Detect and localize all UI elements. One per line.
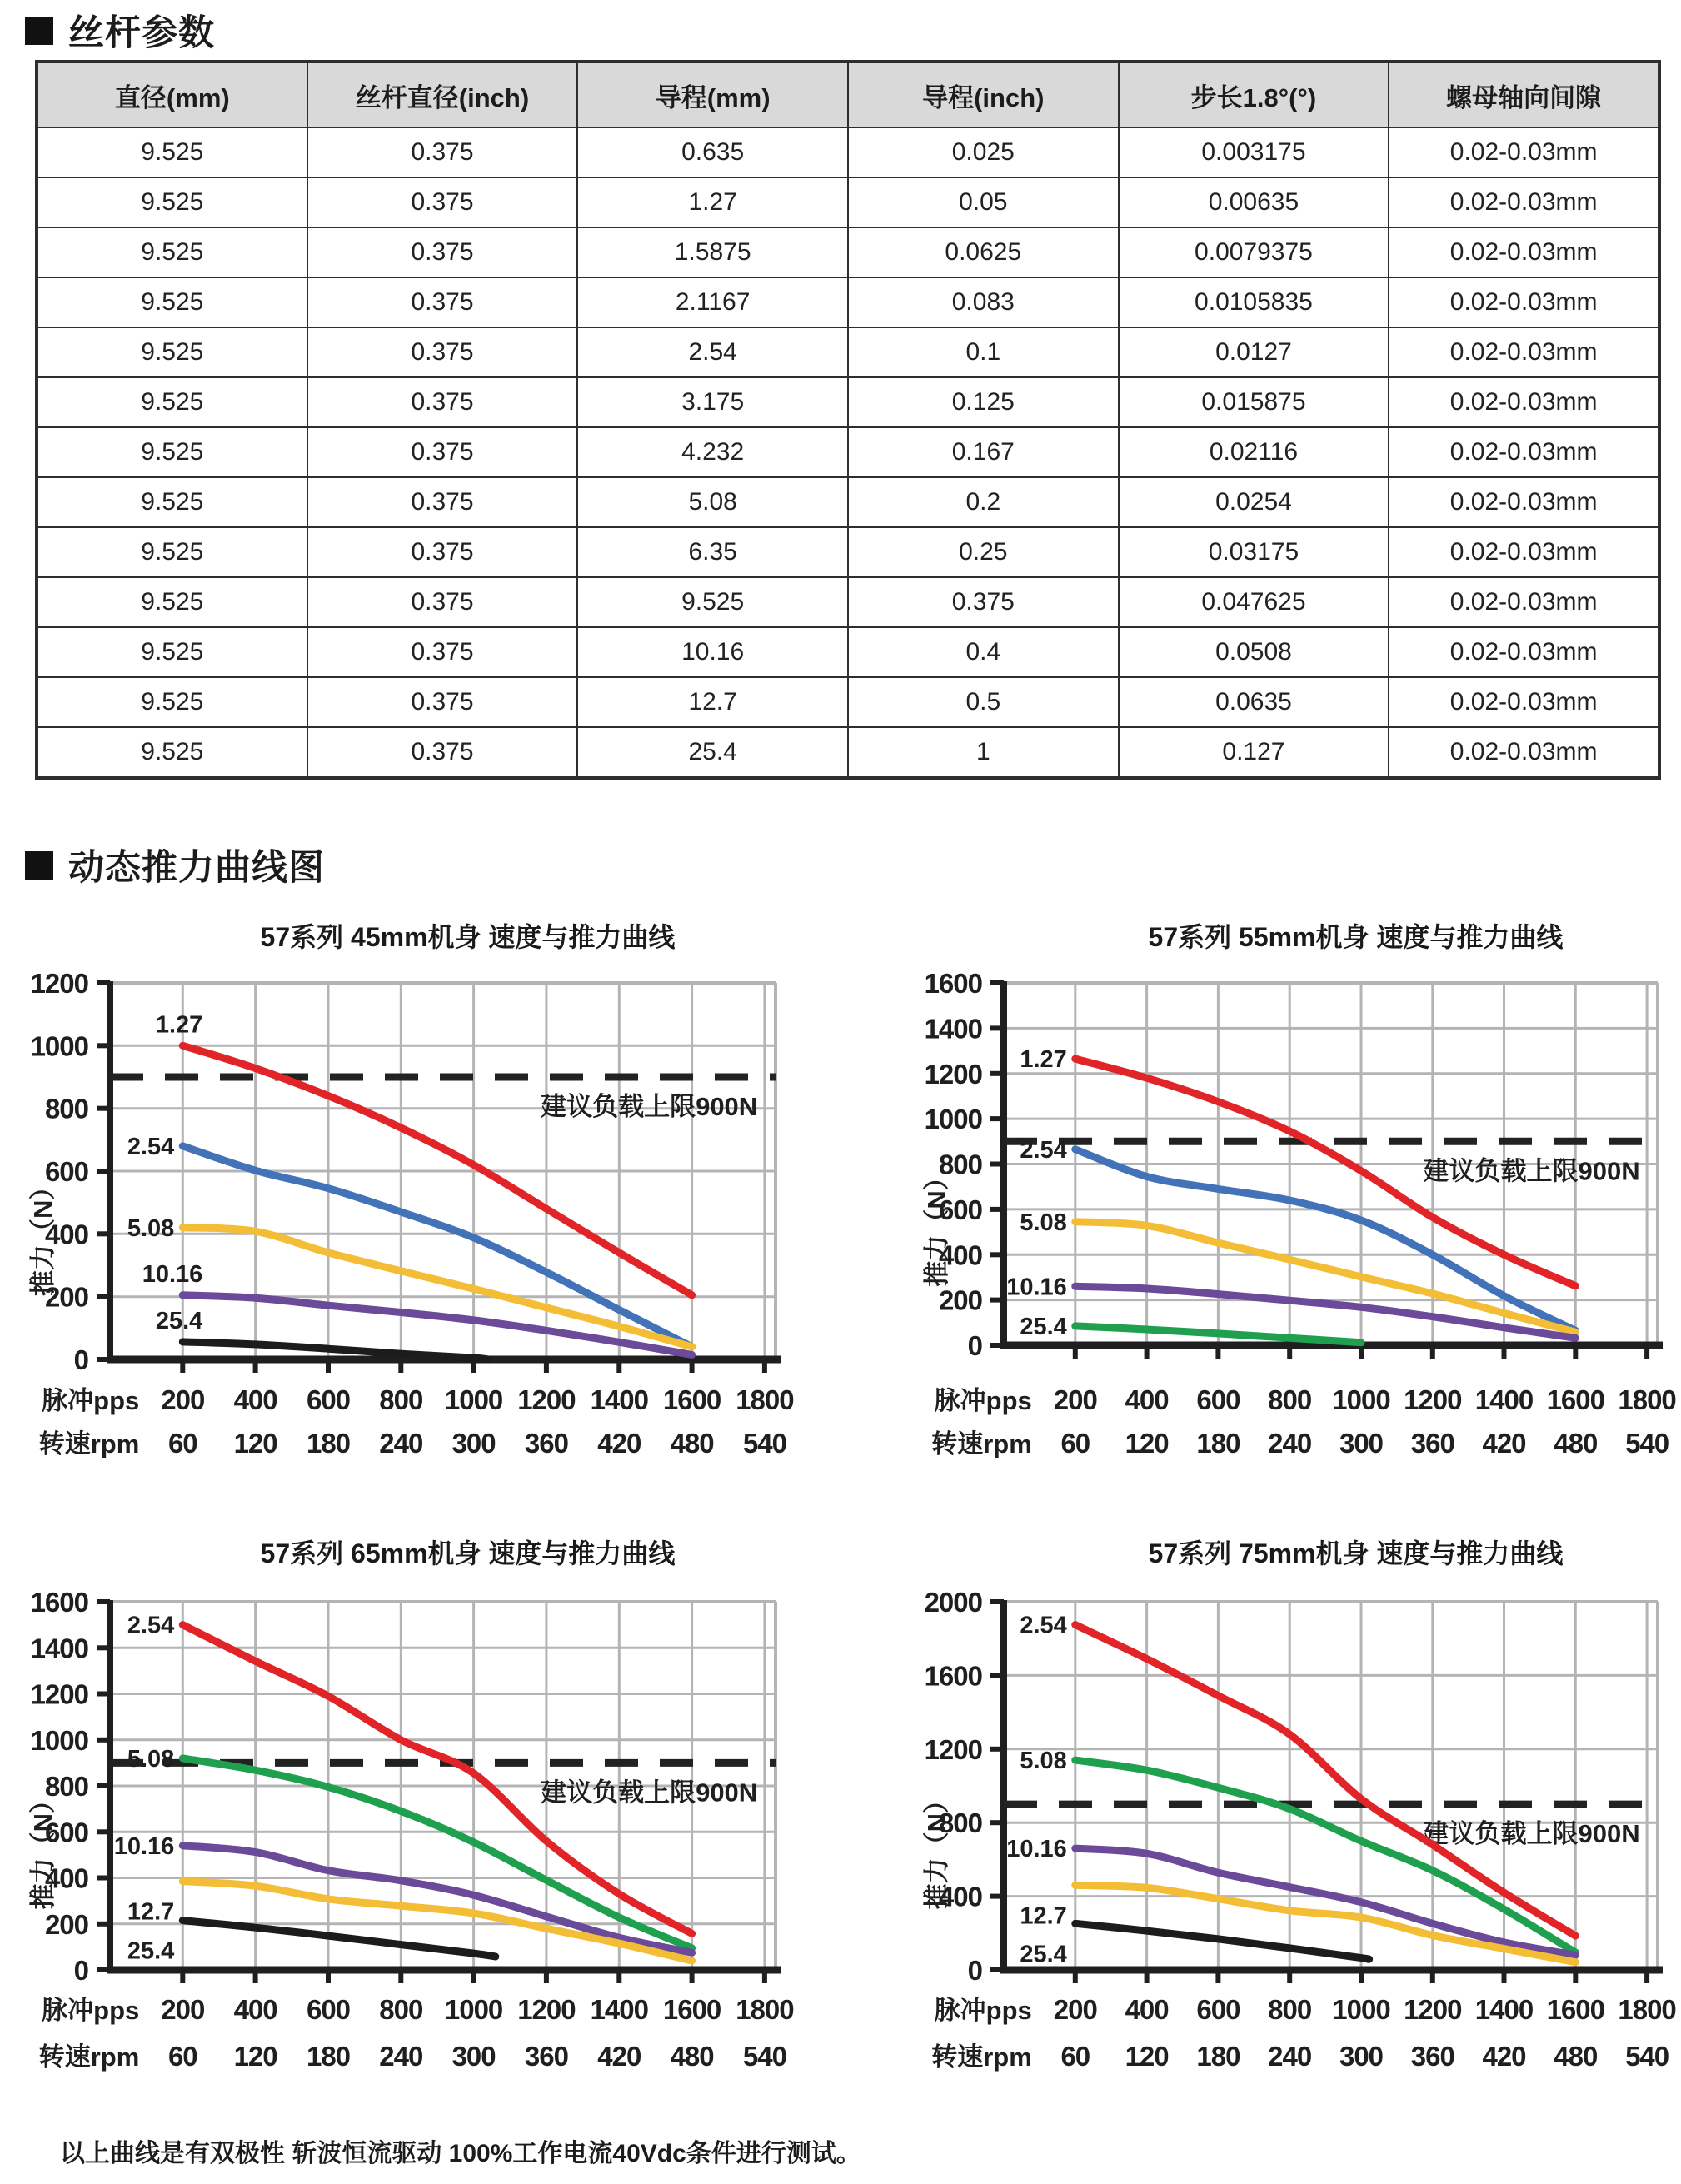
curve-lead-25.4: [182, 1921, 496, 1957]
x-tick-label-pps: 1200: [517, 1384, 576, 1415]
y-tick-label: 400: [44, 1219, 88, 1250]
x-axis-rpm-label: 转速rpm: [931, 2042, 1032, 2072]
table-cell: 0.125: [848, 377, 1119, 427]
curve-label-2.54: 2.54: [127, 1612, 175, 1639]
section-bullet-icon: [25, 17, 53, 45]
x-tick-label-pps: 1600: [662, 1994, 721, 2025]
column-header: 直径(mm): [37, 62, 307, 127]
table-row: [37, 277, 1659, 327]
x-tick-label-pps: 1400: [590, 1384, 649, 1415]
table-cell: 0.02-0.03mm: [1389, 677, 1659, 727]
table-cell: 10.16: [577, 627, 848, 677]
table-row: [37, 127, 1659, 177]
y-tick-label: 1400: [924, 1013, 982, 1045]
table-cell: 0.0254: [1119, 477, 1389, 527]
chart-75mm-thrust-curve: [866, 1524, 1681, 2122]
table-row: [37, 727, 1659, 778]
x-tick-label-pps: 1600: [1546, 1384, 1605, 1415]
x-tick-label-rpm: 240: [1268, 2041, 1312, 2072]
load-limit-label: 建议负载上限900N: [541, 1092, 758, 1121]
x-tick-label-pps: 400: [233, 1384, 277, 1415]
x-tick-label-pps: 600: [1196, 1384, 1240, 1415]
curve-lead-10.16: [1075, 1848, 1576, 1955]
y-tick-label: 0: [967, 1330, 982, 1361]
y-tick-label: 0: [73, 1344, 88, 1375]
x-tick-label-pps: 1600: [662, 1384, 721, 1415]
x-tick-label-rpm: 480: [1554, 2041, 1598, 2072]
x-axis-rpm-label: 转速rpm: [931, 1429, 1032, 1458]
x-tick-label-rpm: 120: [233, 2041, 277, 2072]
y-axis-label: 推力（N）: [28, 1787, 57, 1910]
table-cell: 0.02-0.03mm: [1389, 377, 1659, 427]
table-cell: 1.27: [577, 177, 848, 227]
x-axis-pps-label: 脉冲pps: [42, 1996, 140, 2025]
y-tick-label: 200: [938, 1284, 982, 1316]
x-tick-label-rpm: 420: [597, 2041, 641, 2072]
x-tick-label-pps: 1000: [444, 1994, 503, 2025]
chart-title: 57系列 55mm机身 速度与推力曲线: [1148, 922, 1564, 952]
y-tick-label: 600: [938, 1194, 982, 1225]
x-tick-label-rpm: 480: [1554, 1428, 1598, 1458]
x-tick-label-pps: 1200: [1404, 1994, 1462, 2025]
chart-65mm-thrust-curve: [25, 1524, 816, 2122]
table-cell: 6.35: [577, 527, 848, 577]
x-tick-label-pps: 1000: [1332, 1384, 1390, 1415]
table-cell: 0.127: [1119, 727, 1389, 778]
table-cell: 0.0508: [1119, 627, 1389, 677]
x-tick-label-pps: 1400: [590, 1994, 649, 2025]
curve-label-5.08: 5.08: [127, 1214, 175, 1242]
table-cell: 1: [848, 727, 1119, 778]
table-cell: 9.525: [37, 627, 307, 677]
x-tick-label-rpm: 60: [1060, 1428, 1090, 1458]
y-axis-label: 推力（N）: [922, 1164, 951, 1287]
column-header: 丝杆直径(inch): [307, 62, 578, 127]
curve-label-10.16: 10.16: [1006, 1274, 1067, 1301]
curve-label-2.54: 2.54: [1020, 1612, 1067, 1639]
x-tick-label-rpm: 360: [1410, 2041, 1454, 2072]
table-cell: 0.167: [848, 427, 1119, 477]
curve-label-10.16: 10.16: [142, 1260, 203, 1288]
x-tick-label-rpm: 180: [1196, 2041, 1240, 2072]
x-tick-label-rpm: 480: [670, 1428, 714, 1458]
x-tick-label-rpm: 60: [167, 2041, 197, 2072]
table-cell: 0.02-0.03mm: [1389, 427, 1659, 477]
table-cell: 0.0635: [1119, 677, 1389, 727]
x-tick-label-pps: 800: [379, 1384, 423, 1415]
chart-title: 57系列 75mm机身 速度与推力曲线: [1148, 1538, 1564, 1568]
x-tick-label-rpm: 360: [524, 1428, 568, 1458]
table-cell: 0.02-0.03mm: [1389, 177, 1659, 227]
table-cell: 0.375: [307, 377, 578, 427]
table-cell: 9.525: [37, 327, 307, 377]
table-cell: 0.02-0.03mm: [1389, 127, 1659, 177]
x-tick-label-rpm: 180: [306, 2041, 351, 2072]
section-title: 动态推力曲线图: [68, 848, 325, 888]
x-tick-label-pps: 400: [1125, 1384, 1169, 1415]
table-cell: 9.525: [37, 677, 307, 727]
x-tick-label-rpm: 180: [306, 1428, 351, 1458]
table-cell: 0.02-0.03mm: [1389, 277, 1659, 327]
table-cell: 0.02-0.03mm: [1389, 627, 1659, 677]
curve-label-5.08: 5.08: [127, 1745, 175, 1773]
y-tick-label: 1200: [924, 1058, 982, 1090]
x-tick-label-rpm: 60: [167, 1428, 197, 1458]
column-header: 螺母轴向间隙: [1389, 62, 1659, 127]
table-cell: 9.525: [37, 527, 307, 577]
chart-title: 57系列 65mm机身 速度与推力曲线: [260, 1538, 676, 1568]
y-tick-label: 200: [44, 1281, 88, 1313]
screw-params-table: [35, 60, 1661, 780]
table-cell: 0.375: [307, 677, 578, 727]
y-tick-label: 1200: [30, 968, 88, 999]
load-limit-label: 建议负载上限900N: [1423, 1819, 1640, 1849]
y-tick-label: 1600: [30, 1587, 88, 1618]
x-tick-label-pps: 1200: [517, 1994, 576, 2025]
table-row: [37, 477, 1659, 527]
table-cell: 9.525: [37, 477, 307, 527]
table-cell: 12.7: [577, 677, 848, 727]
table-row: [37, 177, 1659, 227]
x-tick-label-rpm: 480: [670, 2041, 714, 2072]
curve-label-10.16: 10.16: [1006, 1836, 1067, 1863]
y-tick-label: 1200: [924, 1733, 982, 1765]
section-bullet-icon: [25, 851, 53, 880]
curve-label-25.4: 25.4: [1020, 1941, 1067, 1968]
table-cell: 0.0079375: [1119, 227, 1389, 277]
table-cell: 0.083: [848, 277, 1119, 327]
x-tick-label-rpm: 60: [1060, 2041, 1090, 2072]
y-tick-label: 400: [44, 1862, 88, 1894]
y-tick-label: 800: [44, 1093, 88, 1124]
chart-55mm-thrust-curve: [866, 908, 1681, 1495]
x-tick-label-rpm: 420: [1482, 1428, 1526, 1458]
x-axis-rpm-label: 转速rpm: [38, 2042, 140, 2072]
x-axis-pps-label: 脉冲pps: [934, 1386, 1032, 1415]
table-cell: 0.03175: [1119, 527, 1389, 577]
table-cell: 0.375: [307, 527, 578, 577]
x-tick-label-rpm: 540: [742, 2041, 786, 2072]
y-axis-label: 推力（N）: [28, 1174, 57, 1297]
x-tick-label-pps: 200: [161, 1994, 205, 2025]
table-cell: 9.525: [577, 577, 848, 627]
curve-label-12.7: 12.7: [127, 1898, 175, 1926]
section-title: 丝杆参数: [68, 13, 215, 53]
x-tick-label-pps: 1800: [1618, 1384, 1676, 1415]
curve-lead-5.08: [1075, 1222, 1576, 1332]
table-cell: 0.02-0.03mm: [1389, 527, 1659, 577]
y-tick-label: 2000: [924, 1587, 982, 1618]
test-conditions-footnote: 以上曲线是有双极性 斩波恒流驱动 100%工作电流40Vdc条件进行测试。: [60, 2140, 861, 2167]
table-cell: 0.0127: [1119, 327, 1389, 377]
table-cell: 0.1: [848, 327, 1119, 377]
column-header: 导程(inch): [848, 62, 1119, 127]
curve-label-5.08: 5.08: [1020, 1748, 1067, 1775]
x-tick-label-pps: 1000: [444, 1384, 503, 1415]
chart-45mm-thrust-curve: [25, 908, 816, 1495]
x-tick-label-pps: 200: [1053, 1994, 1097, 2025]
table-cell: 0.025: [848, 127, 1119, 177]
table-cell: 0.375: [307, 127, 578, 177]
table-cell: 0.5: [848, 677, 1119, 727]
table-cell: 0.0625: [848, 227, 1119, 277]
table-cell: 0.375: [307, 277, 578, 327]
table-cell: 0.047625: [1119, 577, 1389, 627]
y-tick-label: 1000: [30, 1724, 88, 1756]
load-limit-label: 建议负载上限900N: [1423, 1156, 1640, 1186]
x-tick-label-pps: 800: [379, 1994, 423, 2025]
x-tick-label-rpm: 300: [451, 1428, 496, 1458]
curve-label-25.4: 25.4: [127, 1937, 175, 1965]
table-row: [37, 327, 1659, 377]
table-cell: 1.5875: [577, 227, 848, 277]
table-cell: 0.375: [848, 577, 1119, 627]
x-tick-label-pps: 400: [233, 1994, 277, 2025]
thrust-curve-plot: [866, 1524, 1681, 2117]
curve-label-1.27: 1.27: [1020, 1046, 1067, 1074]
y-tick-label: 600: [44, 1817, 88, 1848]
x-tick-label-rpm: 300: [451, 2041, 496, 2072]
x-tick-label-rpm: 180: [1196, 1428, 1240, 1458]
curve-label-25.4: 25.4: [1020, 1313, 1067, 1340]
thrust-curve-plot: [25, 908, 816, 1491]
curve-label-25.4: 25.4: [155, 1307, 203, 1334]
table-row: [37, 577, 1659, 627]
table-cell: 0.4: [848, 627, 1119, 677]
table-row: [37, 227, 1659, 277]
x-tick-label-rpm: 420: [597, 1428, 641, 1458]
y-tick-label: 0: [967, 1955, 982, 1986]
table-row: [37, 377, 1659, 427]
y-tick-label: 400: [938, 1239, 982, 1271]
x-tick-label-rpm: 240: [1268, 1428, 1312, 1458]
section-thrust-curves-header: [25, 840, 325, 890]
y-tick-label: 800: [938, 1149, 982, 1180]
table-cell: 0.375: [307, 477, 578, 527]
x-tick-label-pps: 200: [161, 1384, 205, 1415]
x-tick-label-rpm: 120: [233, 1428, 277, 1458]
table-cell: 2.54: [577, 327, 848, 377]
table-cell: 0.015875: [1119, 377, 1389, 427]
table-cell: 0.00635: [1119, 177, 1389, 227]
table-cell: 0.2: [848, 477, 1119, 527]
table-header-row: [37, 62, 1659, 127]
curve-label-5.08: 5.08: [1020, 1209, 1067, 1236]
table-cell: 9.525: [37, 277, 307, 327]
y-tick-label: 0: [73, 1955, 88, 1986]
table-cell: 0.02-0.03mm: [1389, 727, 1659, 778]
x-tick-label-pps: 1000: [1332, 1994, 1390, 2025]
table-cell: 0.375: [307, 327, 578, 377]
table-cell: 0.02-0.03mm: [1389, 477, 1659, 527]
table-cell: 9.525: [37, 577, 307, 627]
table-cell: 0.02-0.03mm: [1389, 227, 1659, 277]
curve-label-2.54: 2.54: [1020, 1136, 1067, 1164]
x-tick-label-pps: 1600: [1546, 1994, 1605, 2025]
table-cell: 4.232: [577, 427, 848, 477]
x-axis-pps-label: 脉冲pps: [42, 1386, 140, 1415]
x-tick-label-rpm: 120: [1125, 1428, 1169, 1458]
table-cell: 0.02-0.03mm: [1389, 327, 1659, 377]
x-tick-label-pps: 600: [1196, 1994, 1240, 2025]
curve-lead-10.16: [182, 1846, 691, 1953]
x-tick-label-pps: 1800: [736, 1994, 794, 2025]
x-tick-label-pps: 200: [1053, 1384, 1097, 1415]
y-tick-label: 200: [44, 1908, 88, 1940]
x-tick-label-pps: 1200: [1404, 1384, 1462, 1415]
table-cell: 9.525: [37, 377, 307, 427]
table-cell: 0.375: [307, 427, 578, 477]
table-cell: 5.08: [577, 477, 848, 527]
y-tick-label: 1600: [924, 1660, 982, 1692]
y-tick-label: 1600: [924, 968, 982, 999]
y-tick-label: 800: [44, 1771, 88, 1802]
x-tick-label-pps: 400: [1125, 1994, 1169, 2025]
column-header: 导程(mm): [577, 62, 848, 127]
x-tick-label-rpm: 240: [379, 2041, 423, 2072]
x-tick-label-rpm: 420: [1482, 2041, 1526, 2072]
x-tick-label-rpm: 540: [742, 1428, 786, 1458]
table-row: [37, 627, 1659, 677]
thrust-curve-plot: [25, 1524, 816, 2117]
table-body: [37, 127, 1659, 778]
table-row: [37, 527, 1659, 577]
x-tick-label-rpm: 540: [1625, 2041, 1669, 2072]
curve-label-12.7: 12.7: [1020, 1902, 1067, 1930]
table-cell: 9.525: [37, 227, 307, 277]
table-cell: 0.003175: [1119, 127, 1389, 177]
column-header: 步长1.8°(°): [1119, 62, 1389, 127]
table-cell: 0.375: [307, 227, 578, 277]
y-axis-label: 推力（N）: [922, 1787, 951, 1910]
table-cell: 0.635: [577, 127, 848, 177]
table-cell: 0.375: [307, 727, 578, 778]
x-axis-pps-label: 脉冲pps: [934, 1996, 1032, 2025]
y-tick-label: 600: [44, 1156, 88, 1187]
table-cell: 0.375: [307, 627, 578, 677]
x-tick-label-pps: 1400: [1474, 1384, 1534, 1415]
table-row: [37, 427, 1659, 477]
x-tick-label-pps: 800: [1268, 1384, 1312, 1415]
x-tick-label-rpm: 360: [524, 2041, 568, 2072]
curve-lead-5.08: [182, 1228, 691, 1347]
x-tick-label-pps: 1800: [736, 1384, 794, 1415]
thrust-curve-plot: [866, 908, 1681, 1491]
table-cell: 0.375: [307, 177, 578, 227]
y-tick-label: 1000: [924, 1104, 982, 1135]
table-cell: 9.525: [37, 177, 307, 227]
section-screw-params-header: [25, 5, 215, 56]
table-cell: 0.25: [848, 527, 1119, 577]
x-tick-label-rpm: 300: [1339, 2041, 1384, 2072]
table-cell: 0.375: [307, 577, 578, 627]
x-tick-label-rpm: 240: [379, 1428, 423, 1458]
x-tick-label-rpm: 360: [1410, 1428, 1454, 1458]
y-tick-label: 800: [938, 1808, 982, 1839]
curve-label-2.54: 2.54: [127, 1133, 175, 1160]
table-cell: 2.1167: [577, 277, 848, 327]
x-tick-label-pps: 600: [306, 1994, 351, 2025]
x-tick-label-rpm: 300: [1339, 1428, 1384, 1458]
y-tick-label: 1400: [30, 1633, 88, 1664]
table-cell: 3.175: [577, 377, 848, 427]
x-tick-label-rpm: 540: [1625, 1428, 1669, 1458]
y-tick-label: 400: [938, 1881, 982, 1912]
table-cell: 0.0105835: [1119, 277, 1389, 327]
x-tick-label-pps: 1400: [1474, 1994, 1534, 2025]
x-tick-label-pps: 600: [306, 1384, 351, 1415]
x-tick-label-rpm: 120: [1125, 2041, 1169, 2072]
table-cell: 25.4: [577, 727, 848, 778]
table-cell: 0.05: [848, 177, 1119, 227]
curve-label-10.16: 10.16: [113, 1832, 175, 1860]
x-tick-label-pps: 800: [1268, 1994, 1312, 2025]
x-tick-label-pps: 1800: [1618, 1994, 1676, 2025]
table-cell: 0.02-0.03mm: [1389, 577, 1659, 627]
chart-title: 57系列 45mm机身 速度与推力曲线: [260, 922, 676, 952]
y-tick-label: 1000: [30, 1030, 88, 1062]
table-cell: 0.02116: [1119, 427, 1389, 477]
load-limit-label: 建议负载上限900N: [541, 1778, 758, 1808]
table-cell: 9.525: [37, 727, 307, 778]
table-cell: 9.525: [37, 127, 307, 177]
y-tick-label: 1200: [30, 1678, 88, 1710]
x-axis-rpm-label: 转速rpm: [38, 1429, 140, 1458]
table-head: [37, 62, 1659, 127]
table-row: [37, 677, 1659, 727]
table-cell: 9.525: [37, 427, 307, 477]
curve-label-1.27: 1.27: [155, 1011, 203, 1039]
curve-lead-25.4: [1075, 1923, 1369, 1959]
